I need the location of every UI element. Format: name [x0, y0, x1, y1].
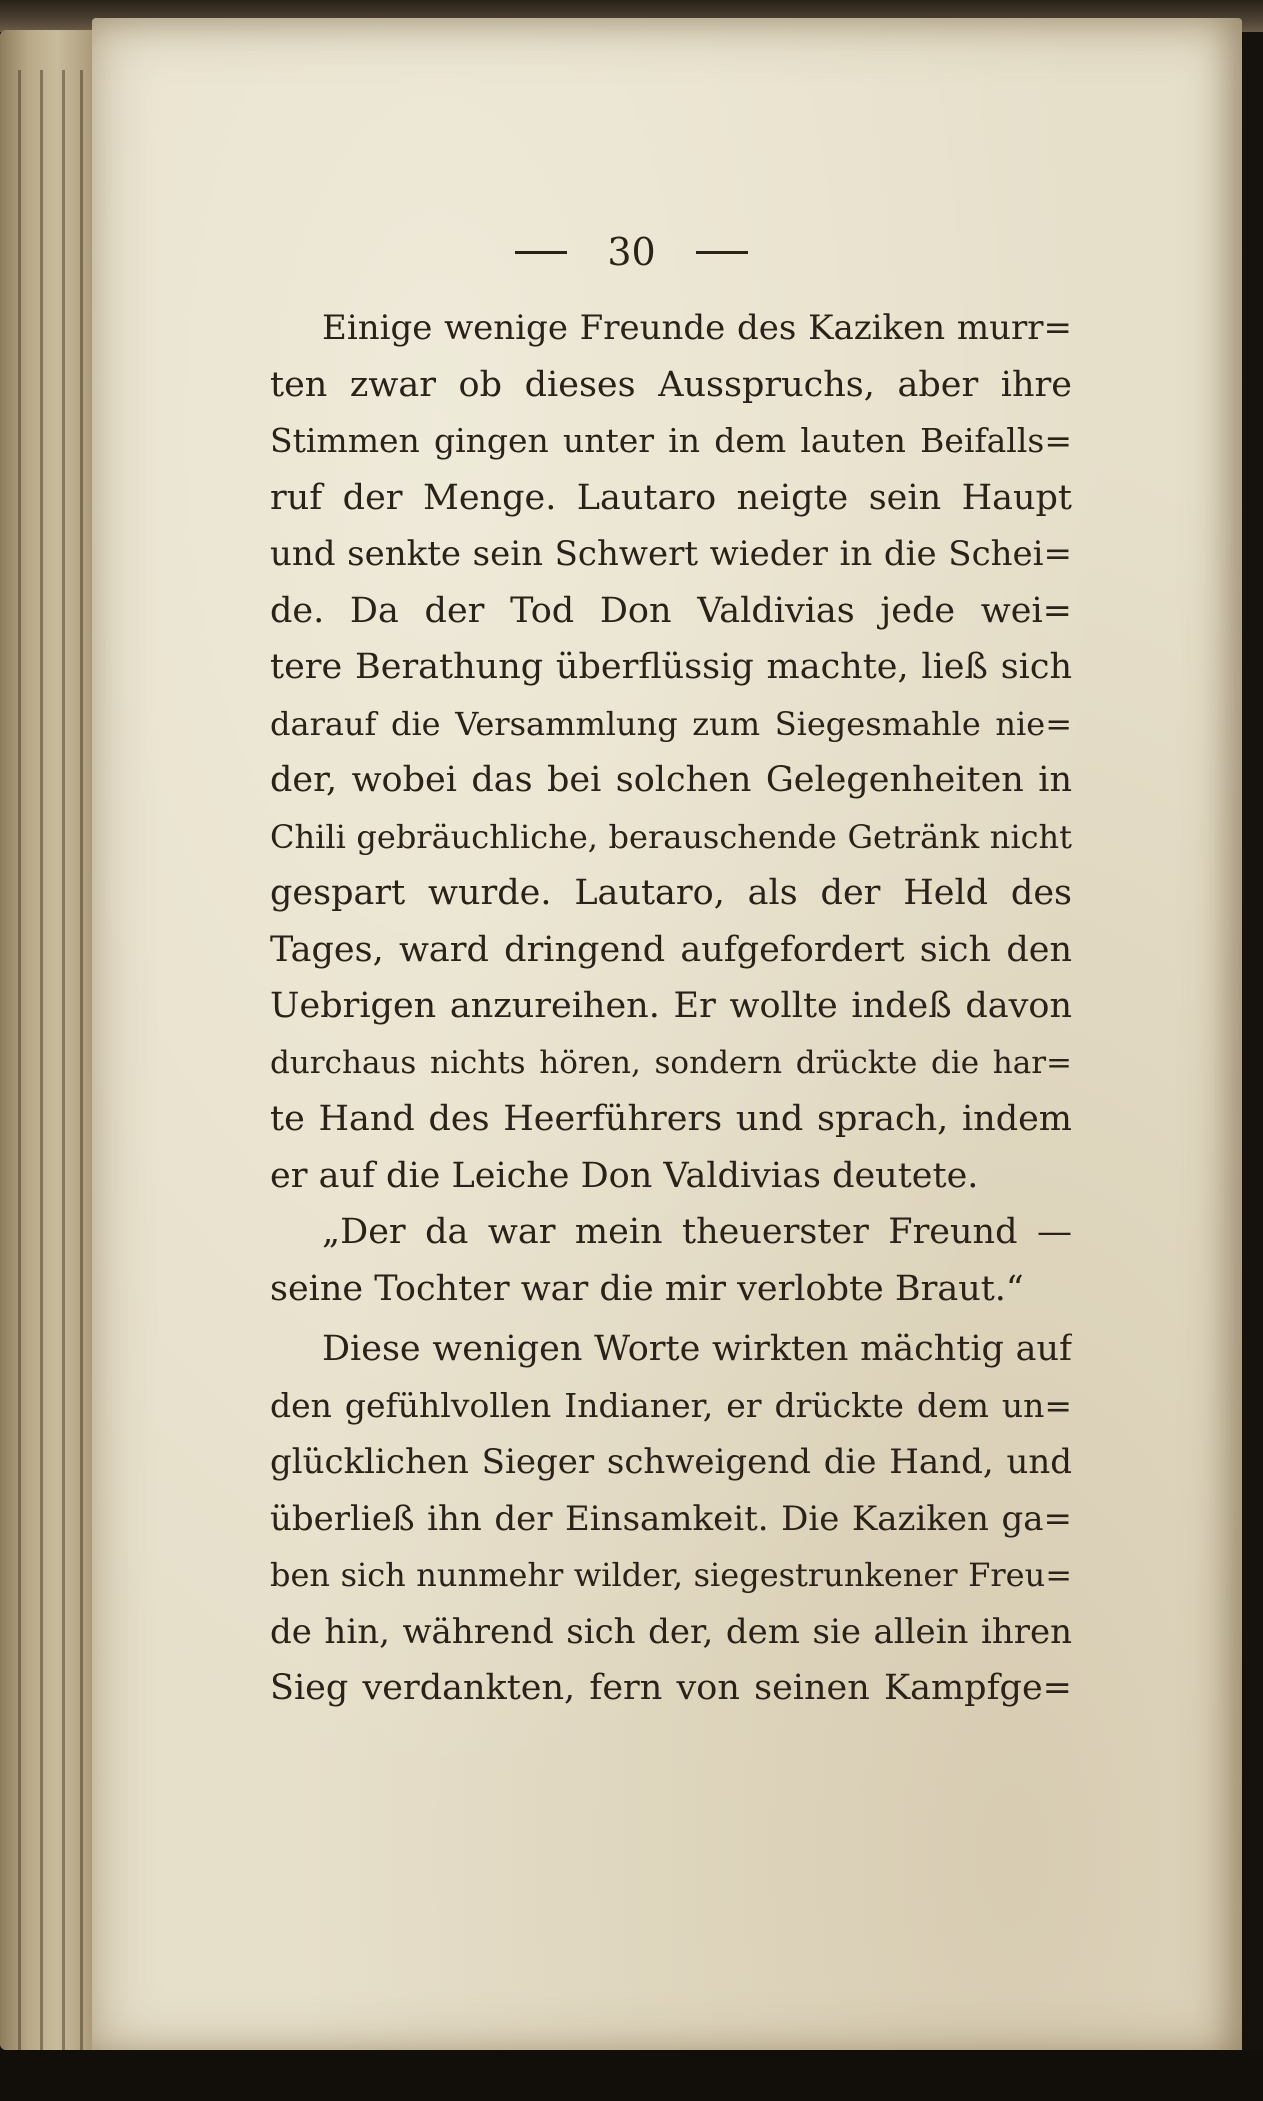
text-line: Uebrigen anzureihen. Er wollte indeß davon [270, 986, 1072, 1026]
page-body [270, 300, 1072, 1717]
page-stack-edge [0, 30, 95, 2050]
text-line: der, wobei das bei solchen Gelegenheiten in [270, 760, 1072, 800]
page-edge-line [40, 70, 43, 2070]
dialogue-line: seine Tochter war die mir verlobte Braut.“ [270, 1268, 1024, 1309]
text-line: Einige wenige Freunde des Kaziken murr= [322, 308, 1072, 348]
text-line: Tages, ward dringend aufgefordert sich den [270, 929, 1072, 970]
scan-bottom-edge [0, 2050, 1263, 2101]
header-dash-right [696, 251, 748, 254]
text-line: den gefühlvollen Indianer, er drückte dem un= [270, 1385, 1072, 1425]
text-line: te Hand des Heerführers und sprach, indem [270, 1099, 1072, 1139]
text-line: de. Da der Tod Don Valdivias jede wei= [270, 590, 1072, 631]
page-header [0, 222, 1263, 282]
text-line: Chili gebräuchliche, berauschende Getränk nicht [270, 817, 1072, 856]
dialogue-line: „Der da war mein theuerster Freund — [322, 1212, 1072, 1252]
text-line: gespart wurde. Lautaro, als der Held des [270, 873, 1072, 913]
text-line: darauf die Versammlung zum Siegesmahle nie= [270, 704, 1072, 743]
text-line: tere Berathung überflüssig machte, ließ sich [270, 647, 1072, 687]
text-line: ben sich nunmehr wilder, siegestrunkener Freu= [270, 1556, 1072, 1594]
text-line: durchaus nichts hören, sondern drückte die har= [270, 1044, 1072, 1081]
text-line: ruf der Menge. Lautaro neigte sein Haupt [270, 477, 1072, 518]
text-line: er auf die Leiche Don Valdivias deutete. [270, 1155, 979, 1196]
page-edge-line [80, 70, 83, 2070]
text-line: ten zwar ob dieses Ausspruchs, aber ihre [270, 364, 1072, 405]
text-line: überließ ihn der Einsamkeit. Die Kaziken ga= [270, 1498, 1072, 1539]
text-line: Stimmen gingen unter in dem lauten Beifalls= [270, 421, 1072, 460]
page-edge-line [18, 70, 21, 2070]
page-edge-line [62, 70, 65, 2070]
text-line: de hin, während sich der, dem sie allein ihren [270, 1611, 1072, 1652]
page-number: 30 [607, 230, 656, 274]
text-line: glücklichen Sieger schweigend die Hand, und [270, 1442, 1072, 1482]
text-line: Diese wenigen Worte wirkten mächtig auf [322, 1329, 1072, 1369]
header-dash-left [515, 251, 567, 254]
text-line: und senkte sein Schwert wieder in die Schei= [270, 534, 1072, 574]
text-line: Sieg verdankten, fern von seinen Kampfge= [270, 1668, 1072, 1708]
